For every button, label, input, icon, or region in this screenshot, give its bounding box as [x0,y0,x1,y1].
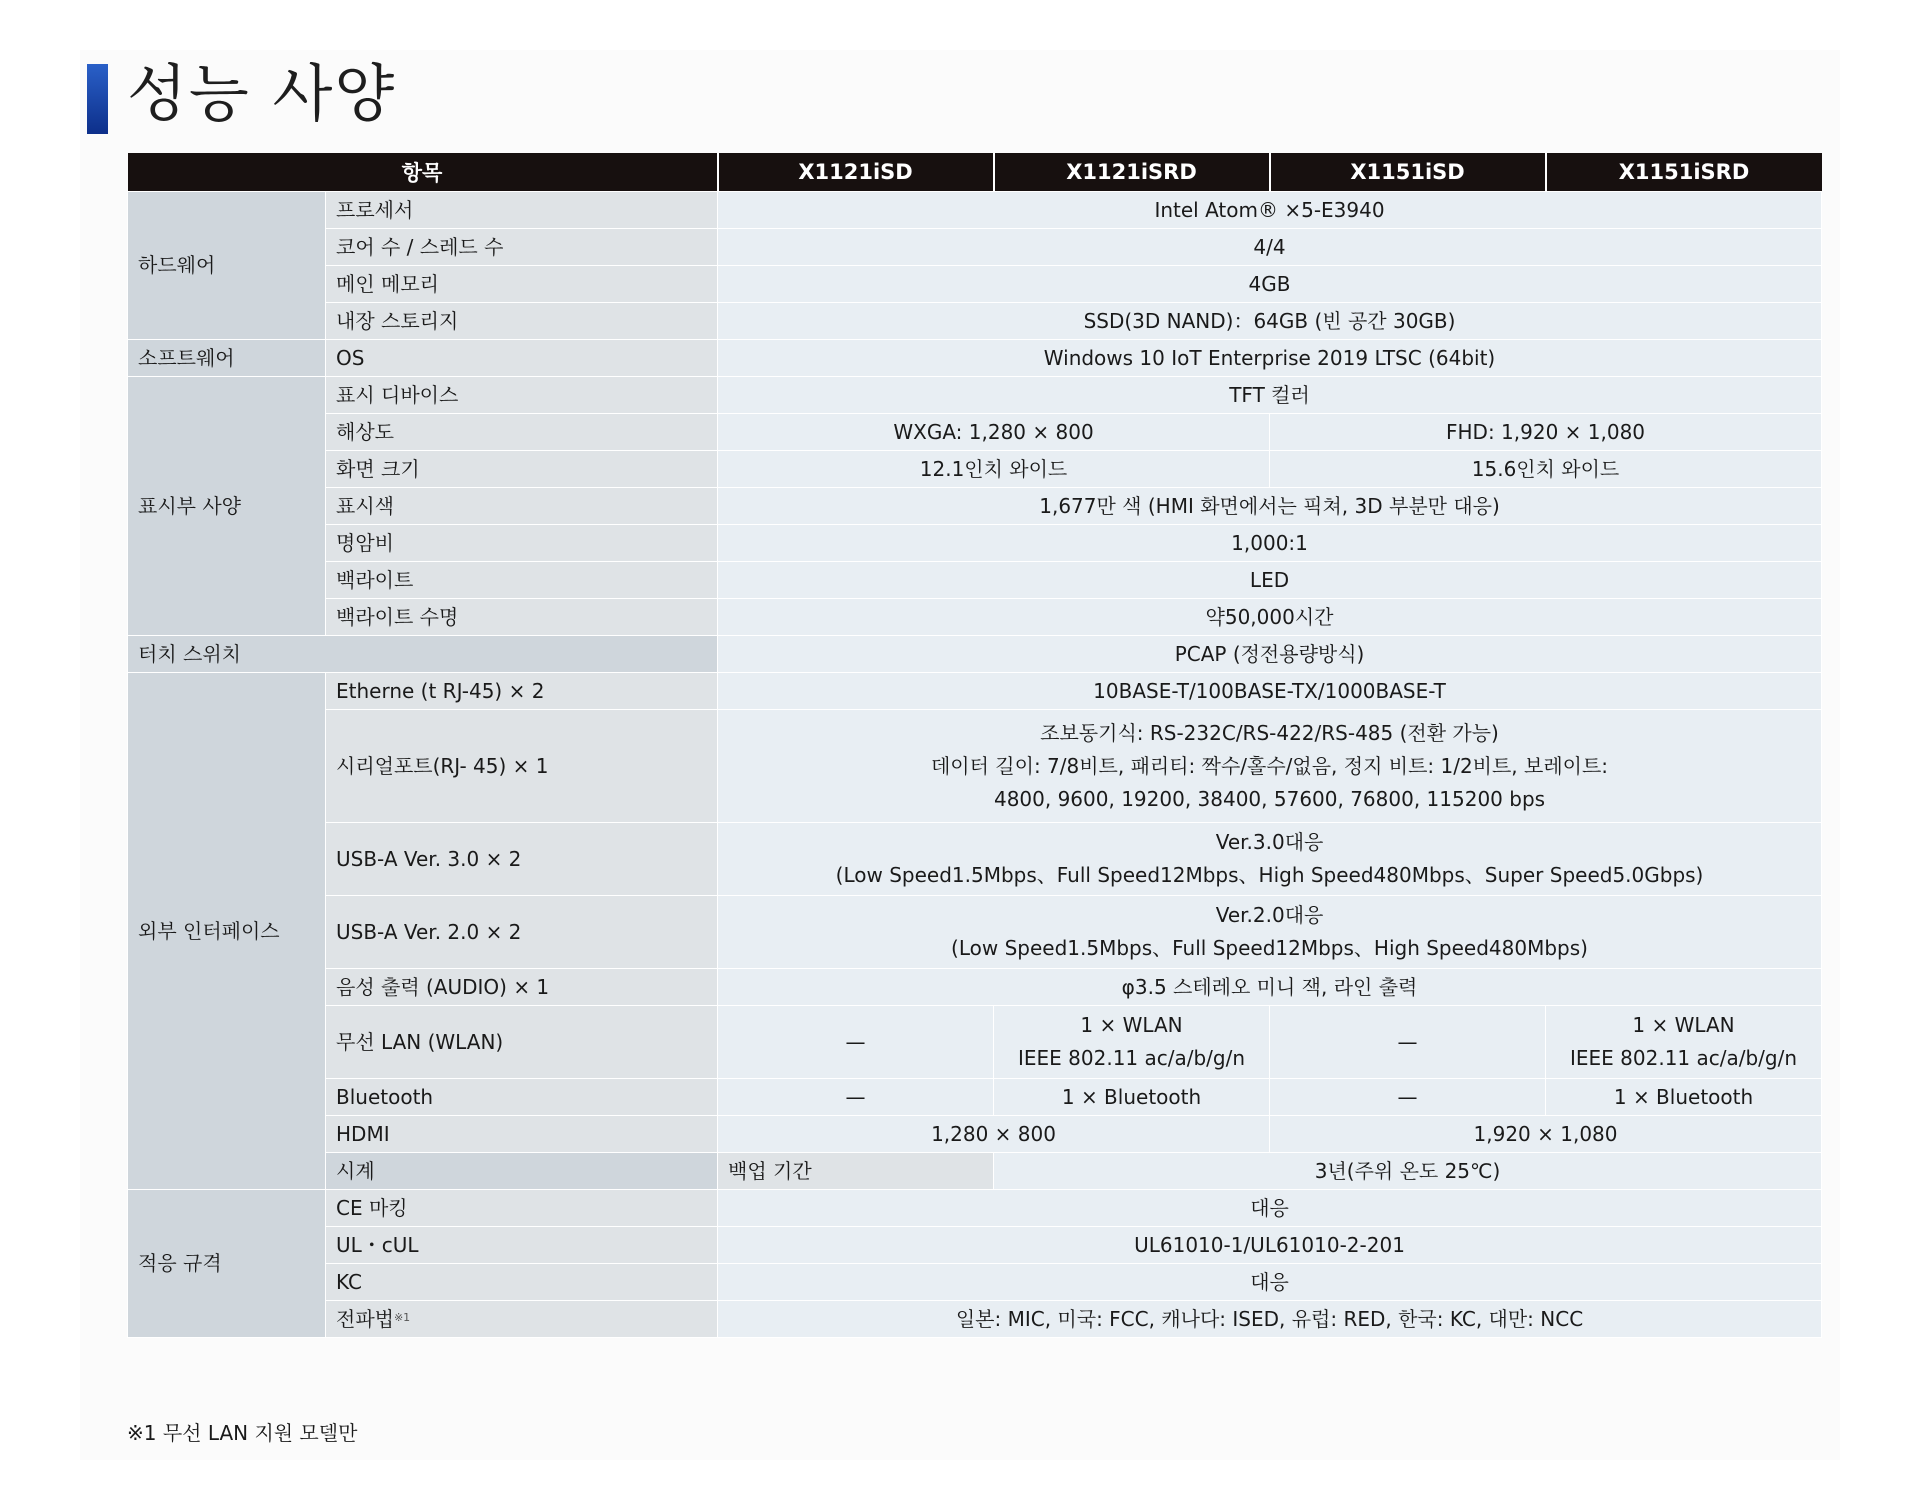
row-value-none: — [1270,1006,1546,1079]
value-line: 1 × WLAN [1080,1013,1183,1037]
row-label: 무선 LAN (WLAN) [326,1006,718,1079]
category-cell: 적응 규격 [128,1190,326,1338]
table-header-row [128,153,1822,192]
row-label: 음성 출력 (AUDIO) × 1 [326,969,718,1006]
table-row [128,969,1822,1006]
value-line: IEEE 802.11 ac/a/b/g/n [1018,1046,1246,1070]
table-row [128,303,1822,340]
row-value: 3년(주위 온도 25℃) [994,1153,1822,1190]
category-cell: 시계 [326,1153,718,1190]
value-line: 1 × WLAN [1632,1013,1735,1037]
row-value: UL61010-1/UL61010-2-201 [718,1227,1822,1264]
footnote-marker: ※1 [393,1310,411,1324]
value-line: IEEE 802.11 ac/a/b/g/n [1570,1046,1798,1070]
table-row [128,1190,1822,1227]
row-value: 약50,000시간 [718,599,1822,636]
row-value: 대응 [718,1190,1822,1227]
value-line: 4800, 9600, 19200, 38400, 57600, 76800, 115200 bps [993,786,1546,811]
category-cell: 하드웨어 [128,192,326,340]
row-value-none: — [718,1006,994,1079]
row-value: 4GB [718,266,1822,303]
row-value: 1,677만 색 (HMI 화면에서는 픽쳐, 3D 부분만 대응) [718,488,1822,525]
table-row [128,266,1822,303]
row-label-text: 전파법 [336,1306,394,1331]
header-model: X1121iSD [718,153,994,192]
table-row [128,599,1822,636]
value-line: 조보동기식: RS-232C/RS-422/RS-485 (전환 가능) [1040,720,1499,745]
value-line: 데이터 길이: 7/8비트, 패리티: 짝수/홀수/없음, 정지 비트: 1/2비트, 보레이트: [930,753,1609,778]
row-value-12inch: 1,280 × 800 [718,1116,1270,1153]
row-label: KC [326,1264,718,1301]
row-label: 메인 메모리 [326,266,718,303]
row-label: 명암비 [326,525,718,562]
row-label: 백라이트 수명 [326,599,718,636]
row-value [994,1006,1270,1079]
table-row [128,1079,1822,1116]
row-value: TFT 컬러 [718,377,1822,414]
row-label: UL・cUL [326,1227,718,1264]
spec-table [127,153,1822,1338]
row-label [326,1301,718,1338]
row-value: PCAP (정전용량방식) [718,636,1822,673]
row-value: 10BASE-T/100BASE-TX/1000BASE-T [718,673,1822,710]
value-line: Ver.3.0대응 [1215,830,1324,854]
table-row [128,414,1822,451]
row-value [718,710,1822,823]
row-value: φ3.5 스테레오 미니 잭, 라인 출력 [718,969,1822,1006]
table-row [128,710,1822,823]
header-model: X1151iSD [1270,153,1546,192]
row-value: SSD(3D NAND)：64GB (빈 공간 30GB) [718,303,1822,340]
row-value-15inch: FHD: 1,920 × 1,080 [1270,414,1822,451]
row-label: CE 마킹 [326,1190,718,1227]
header-item: 항목 [128,153,718,192]
table-row [128,562,1822,599]
table-row [128,340,1822,377]
row-value: 1 × Bluetooth [994,1079,1270,1116]
row-label: USB-A Ver. 2.0 × 2 [326,896,718,969]
row-value [718,823,1822,896]
row-label: 표시 디바이스 [326,377,718,414]
table-row [128,525,1822,562]
row-label: 화면 크기 [326,451,718,488]
row-label: 해상도 [326,414,718,451]
row-label: Etherne (t RJ-45) × 2 [326,673,718,710]
row-value: 1,000:1 [718,525,1822,562]
table-row [128,636,1822,673]
row-label: HDMI [326,1116,718,1153]
table-row [128,1153,1822,1190]
row-label: 백라이트 [326,562,718,599]
table-row [128,1116,1822,1153]
row-value [718,896,1822,969]
value-line: (Low Speed1.5Mbps、Full Speed12Mbps、High Speed480Mbps) [951,936,1588,960]
title-accent-bar [87,64,108,134]
row-value-12inch: WXGA: 1,280 × 800 [718,414,1270,451]
row-label: 내장 스토리지 [326,303,718,340]
row-value-none: — [1270,1079,1546,1116]
row-label: 코어 수 / 스레드 수 [326,229,718,266]
value-line: Ver.2.0대응 [1215,903,1324,927]
row-value-12inch: 12.1인치 와이드 [718,451,1270,488]
header-model: X1121iSRD [994,153,1270,192]
table-row [128,896,1822,969]
table-row [128,192,1822,229]
row-value: Intel Atom® ×5-E3940 [718,192,1822,229]
page-title: 성능 사양 [127,57,397,130]
row-value-15inch: 1,920 × 1,080 [1270,1116,1822,1153]
row-label: 프로세서 [326,192,718,229]
row-label: 시리얼포트(RJ- 45) × 1 [326,710,718,823]
row-label: OS [326,340,718,377]
table-row [128,1006,1822,1079]
row-value: 대응 [718,1264,1822,1301]
table-row [128,823,1822,896]
table-row [128,488,1822,525]
row-label: 표시색 [326,488,718,525]
row-label: USB-A Ver. 3.0 × 2 [326,823,718,896]
row-value-none: — [718,1079,994,1116]
table-row [128,1227,1822,1264]
category-cell: 표시부 사양 [128,377,326,636]
row-label: 백업 기간 [718,1153,994,1190]
table-row [128,377,1822,414]
table-row [128,229,1822,266]
row-value: 4/4 [718,229,1822,266]
category-cell: 외부 인터페이스 [128,673,326,1190]
table-row [128,451,1822,488]
row-label: Bluetooth [326,1079,718,1116]
category-cell: 소프트웨어 [128,340,326,377]
row-value [1546,1006,1822,1079]
category-cell: 터치 스위치 [128,636,718,673]
row-value: 1 × Bluetooth [1546,1079,1822,1116]
value-line: (Low Speed1.5Mbps、Full Speed12Mbps、High Speed480Mbps、Super Speed5.0Gbps) [835,863,1704,887]
header-model: X1151iSRD [1546,153,1822,192]
table-row [128,1301,1822,1338]
table-row [128,1264,1822,1301]
row-value-15inch: 15.6인치 와이드 [1270,451,1822,488]
row-value: Windows 10 IoT Enterprise 2019 LTSC (64bit) [718,340,1822,377]
row-value: 일본: MIC, 미국: FCC, 캐나다: ISED, 유럽: RED, 한국: KC, 대만: NCC [718,1301,1822,1338]
footnote: ※1 무선 LAN 지원 모델만 [127,1421,358,1445]
row-value: LED [718,562,1822,599]
table-row [128,673,1822,710]
